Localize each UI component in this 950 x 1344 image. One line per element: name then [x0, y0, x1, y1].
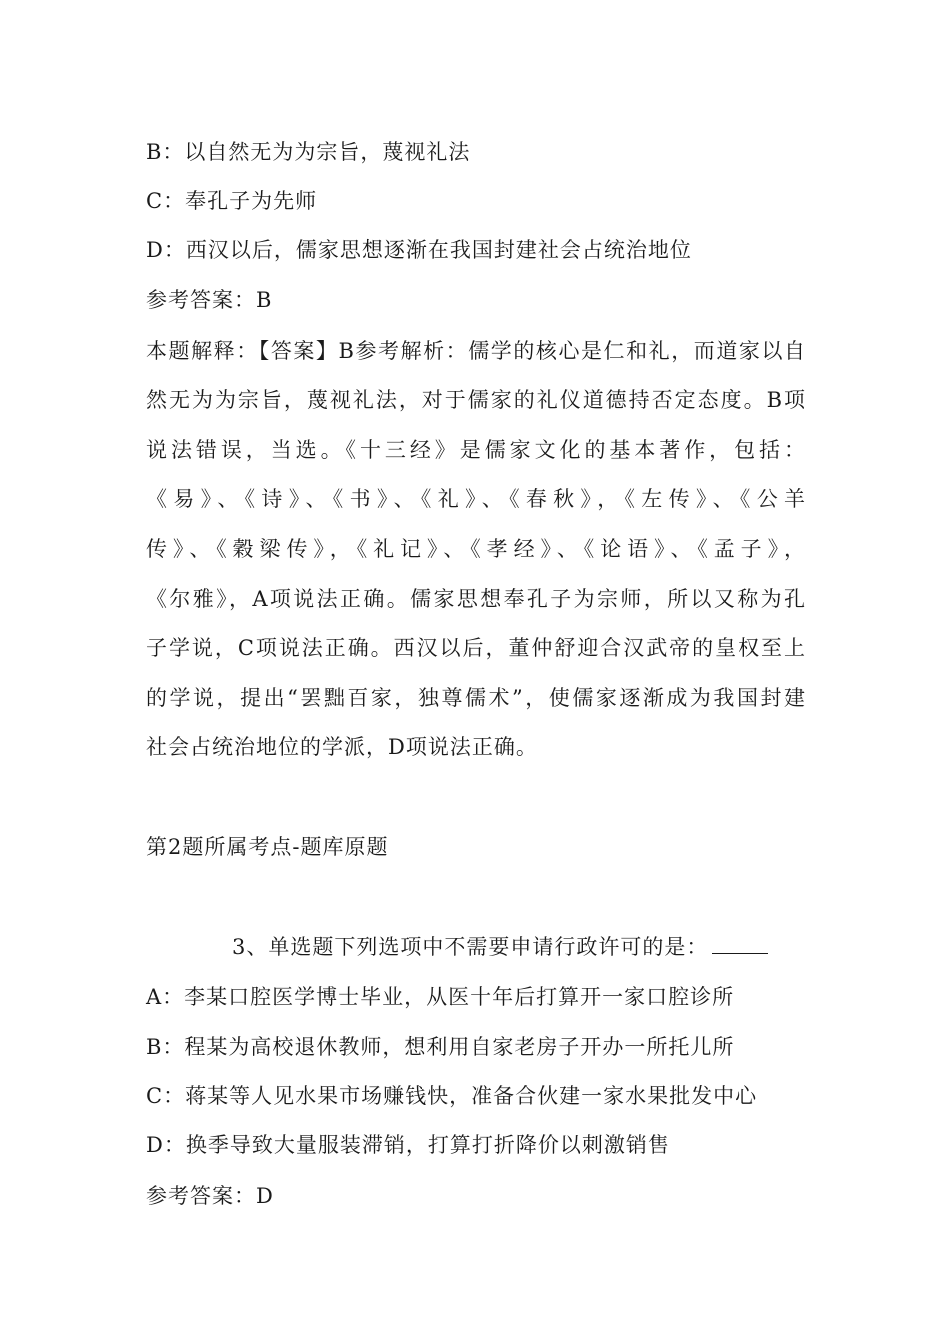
- explanation-line: 说法错误，当选。《十三经》是儒家文化的基本著作，包括：: [146, 438, 806, 462]
- q3-option-d: D：换季导致大量服装滞销，打算打折降价以刺激销售: [146, 1133, 670, 1157]
- q3-title-text: 3、单选题下列选项中不需要申请行政许可的是：: [232, 935, 709, 959]
- explanation-line: 传》、《穀梁传》，《礼记》、《孝经》、《论语》、《孟子》，: [146, 537, 806, 561]
- answer-blank: [712, 935, 768, 954]
- q2-category: 第2题所属考点-题库原题: [146, 835, 389, 859]
- explanation-line: 本题解释：【答案】B参考解析：儒学的核心是仁和礼，而道家以自: [146, 339, 806, 363]
- q3-option-b: B：程某为高校退休教师，想利用自家老房子开办一所托儿所: [146, 1035, 735, 1059]
- q3-answer: 参考答案：D: [146, 1184, 274, 1208]
- explanation-line: 然无为为宗旨，蔑视礼法，对于儒家的礼仪道德持否定态度。B项: [146, 388, 806, 412]
- q2-option-c: C：奉孔子为先师: [146, 189, 318, 213]
- explanation-line: 《尔雅》，A项说法正确。儒家思想奉孔子为宗师，所以又称为孔: [146, 587, 806, 611]
- q3-option-c: C：蒋某等人见水果市场赚钱快，准备合伙建一家水果批发中心: [146, 1084, 758, 1108]
- q2-answer: 参考答案：B: [146, 288, 273, 312]
- q3-option-a: A：李某口腔医学博士毕业，从医十年后打算开一家口腔诊所: [146, 985, 735, 1009]
- q3-title: [232, 933, 768, 961]
- explanation-line: 《易》、《诗》、《书》、《礼》、《春秋》，《左传》、《公羊: [146, 487, 806, 511]
- explanation-line: 子学说，C项说法正确。西汉以后，董仲舒迎合汉武帝的皇权至上: [146, 636, 806, 660]
- explanation-line: 社会占统治地位的学派，D项说法正确。: [146, 735, 538, 759]
- q2-option-d: D：西汉以后，儒家思想逐渐在我国封建社会占统治地位: [146, 238, 692, 262]
- q2-option-b: B：以自然无为为宗旨，蔑视礼法: [146, 140, 471, 164]
- explanation-line: 的学说，提出“罢黜百家，独尊儒术”，使儒家逐渐成为我国封建: [146, 686, 806, 710]
